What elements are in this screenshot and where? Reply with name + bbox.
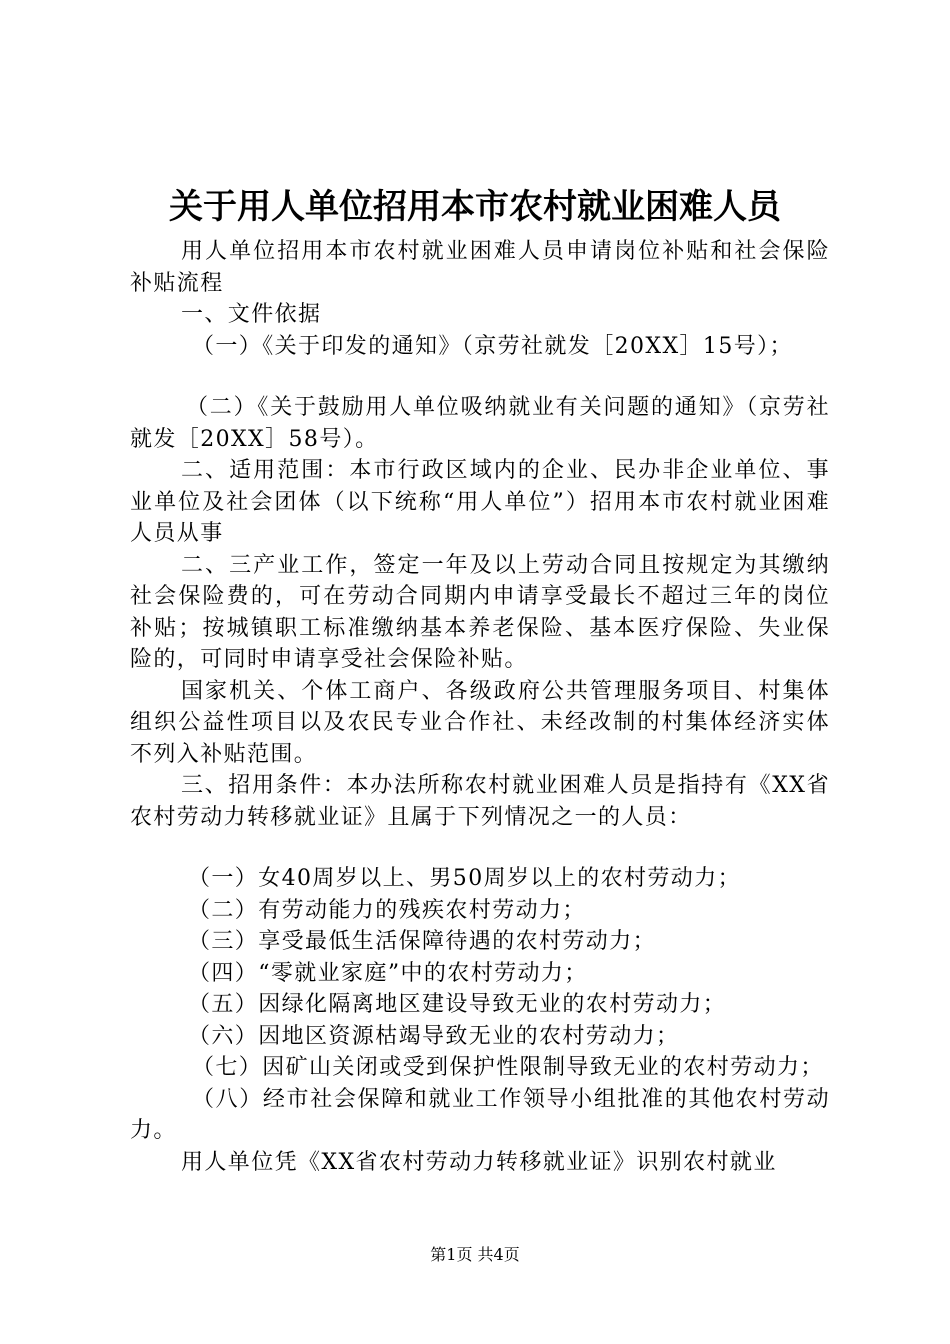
paragraph-conditions: 三、招用条件：本办法所称农村就业困难人员是指持有《XX省农村劳动力转移就业证》且属于下列情况之一的人员： bbox=[130, 773, 830, 830]
paragraph-exclusions: 国家机关、个体工商户、各级政府公共管理服务项目、村集体组织公益性项目以及农民专业合作社、未经改制的村集体经济实体不列入补贴范围。 bbox=[130, 678, 830, 767]
paragraph-industry: 二、三产业工作，签定一年及以上劳动合同且按规定为其缴纳社会保险费的，可在劳动合同期内申请享受最长不超过三年的岗位补贴；按城镇职工标准缴纳基本养老保险、基本医疗保险、失业保险的，可同时申请享受社会保险补贴。 bbox=[130, 552, 830, 672]
condition-item-4: （四）“零就业家庭”中的农村劳动力； bbox=[188, 960, 588, 986]
condition-item-1: （一）女40周岁以上、男50周岁以上的农村劳动力； bbox=[188, 866, 741, 891]
paragraph-intro: 用人单位招用本市农村就业困难人员申请岗位补贴和社会保险补贴流程 bbox=[130, 239, 830, 296]
page-number-footer: 第1页 共4页 bbox=[430, 1245, 520, 1264]
basis-item-1: （一）《关于印发的通知》（京劳社就发［20XX］15号）； bbox=[192, 333, 793, 359]
condition-item-8: （八）经市社会保障和就业工作领导小组批准的其他农村劳动力。 bbox=[130, 1086, 830, 1143]
condition-item-7: （七）因矿山关闭或受到保护性限制导致无业的农村劳动力； bbox=[192, 1055, 824, 1080]
condition-item-2: （二）有劳动能力的残疾农村劳动力； bbox=[188, 897, 586, 923]
section-heading-basis: 一、文件依据 bbox=[181, 302, 322, 327]
condition-item-3: （三）享受最低生活保障待遇的农村劳动力； bbox=[188, 929, 657, 954]
paragraph-identification: 用人单位凭《XX省农村劳动力转移就业证》识别农村就业 bbox=[181, 1149, 777, 1175]
condition-item-5: （五）因绿化隔离地区建设导致无业的农村劳动力； bbox=[188, 992, 727, 1017]
paragraph-scope: 二、适用范围：本市行政区域内的企业、民办非企业单位、事业单位及社会团体（以下统称“用人单位”）招用本市农村就业困难人员从事 bbox=[130, 458, 830, 546]
document-title: 关于用人单位招用本市农村就业困难人员 bbox=[169, 187, 781, 227]
basis-item-2: （二）《关于鼓励用人单位吸纳就业有关问题的通知》（京劳社就发［20XX］58号）。 bbox=[130, 395, 830, 452]
document-body bbox=[130, 236, 830, 1178]
condition-item-6: （六）因地区资源枯竭导致无业的农村劳动力； bbox=[188, 1023, 680, 1049]
